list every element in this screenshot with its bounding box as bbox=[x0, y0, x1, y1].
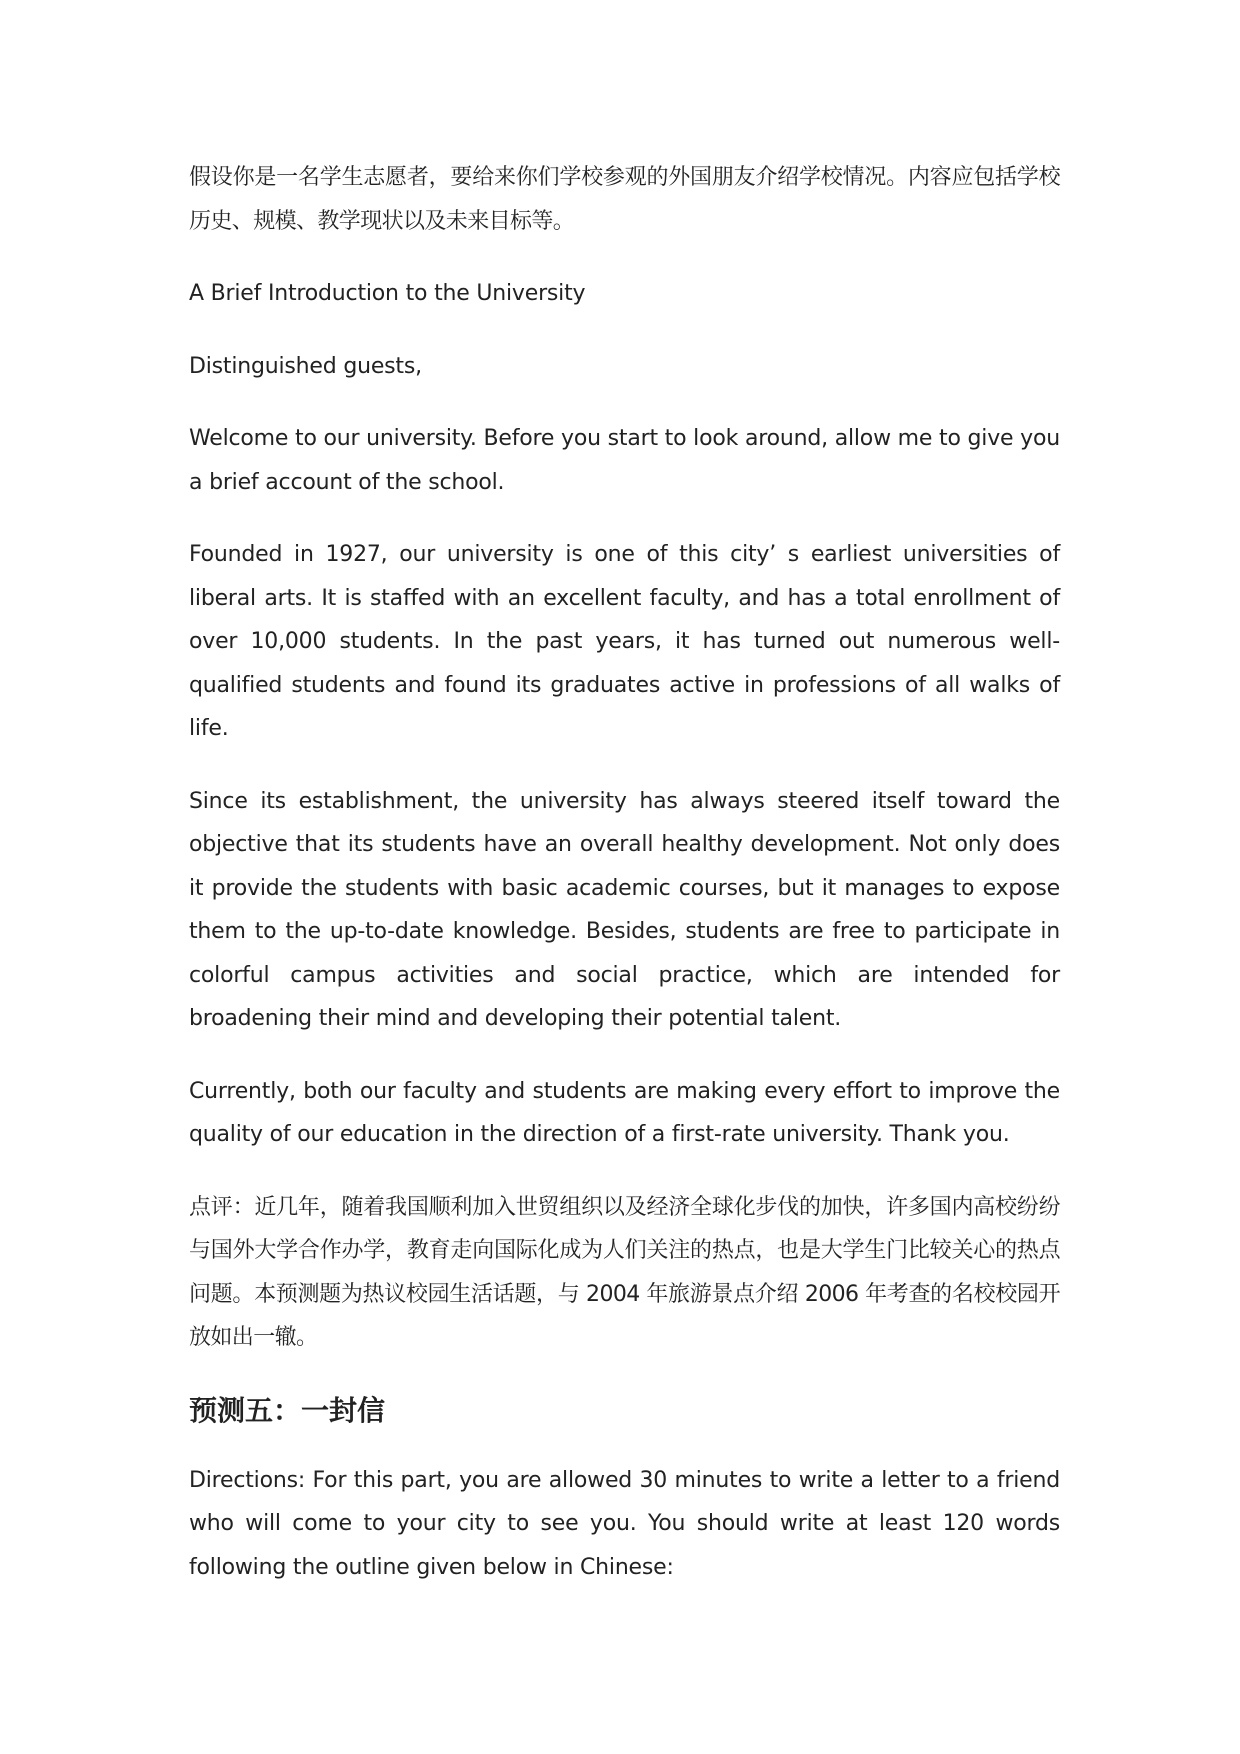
essay-paragraph: Since its establishment, the university has always steered itself toward the objective that its students have an overall healthy development. Not only does it provide the students with basic academic courses, but it manages to expose them to the up-to-date knowledge. Besides, students are free to participate in colorful campus activities and social practice, which are intended for broadening their mind and developing their potential talent. bbox=[189, 788, 1060, 1031]
essay-paragraph: Founded in 1927, our university is one of this city’ s earliest universities of liberal arts. It is staffed with an excellent faculty, and has a total enrollment of over 10,000 students. In the past years, it has turned out numerous well-qualified students and found its graduates active in professions of all walks of life. bbox=[189, 542, 1060, 741]
commentary: 点评：近几年，随着我国顺利加入世贸组织以及经济全球化步伐的加快，许多国内高校纷纷与国外大学合作办学，教育走向国际化成为人们关注的热点，也是大学生门比较关心的热点问题。本预测题为热议校园生活话题，与 2004 年旅游景点介绍 2006 年考查的名校校园开放如出一辙。 bbox=[189, 1194, 1060, 1350]
essay-paragraph: Welcome to our university. Before you start to look around, allow me to give you a brief account of the school. bbox=[189, 426, 1060, 495]
writing-prompt: 假设你是一名学生志愿者，要给来你们学校参观的外国朋友介绍学校情况。内容应包括学校历史、规模、教学现状以及未来目标等。 bbox=[189, 165, 1060, 234]
directions: Directions: For this part, you are allowed 30 minutes to write a letter to a friend who will come to your city to see you. You should write at least 120 words following the outline given below in Chinese: bbox=[189, 1467, 1060, 1580]
essay-salutation: Distinguished guests, bbox=[189, 353, 422, 379]
essay-title: A Brief Introduction to the University bbox=[189, 281, 586, 306]
essay-paragraph: Currently, both our faculty and students are making every effort to improve the quality of our education in the direction of a first-rate university. Thank you. bbox=[189, 1078, 1060, 1147]
section-heading: 预测五：一封信 bbox=[189, 1393, 386, 1427]
document-page bbox=[189, 156, 1060, 1618]
